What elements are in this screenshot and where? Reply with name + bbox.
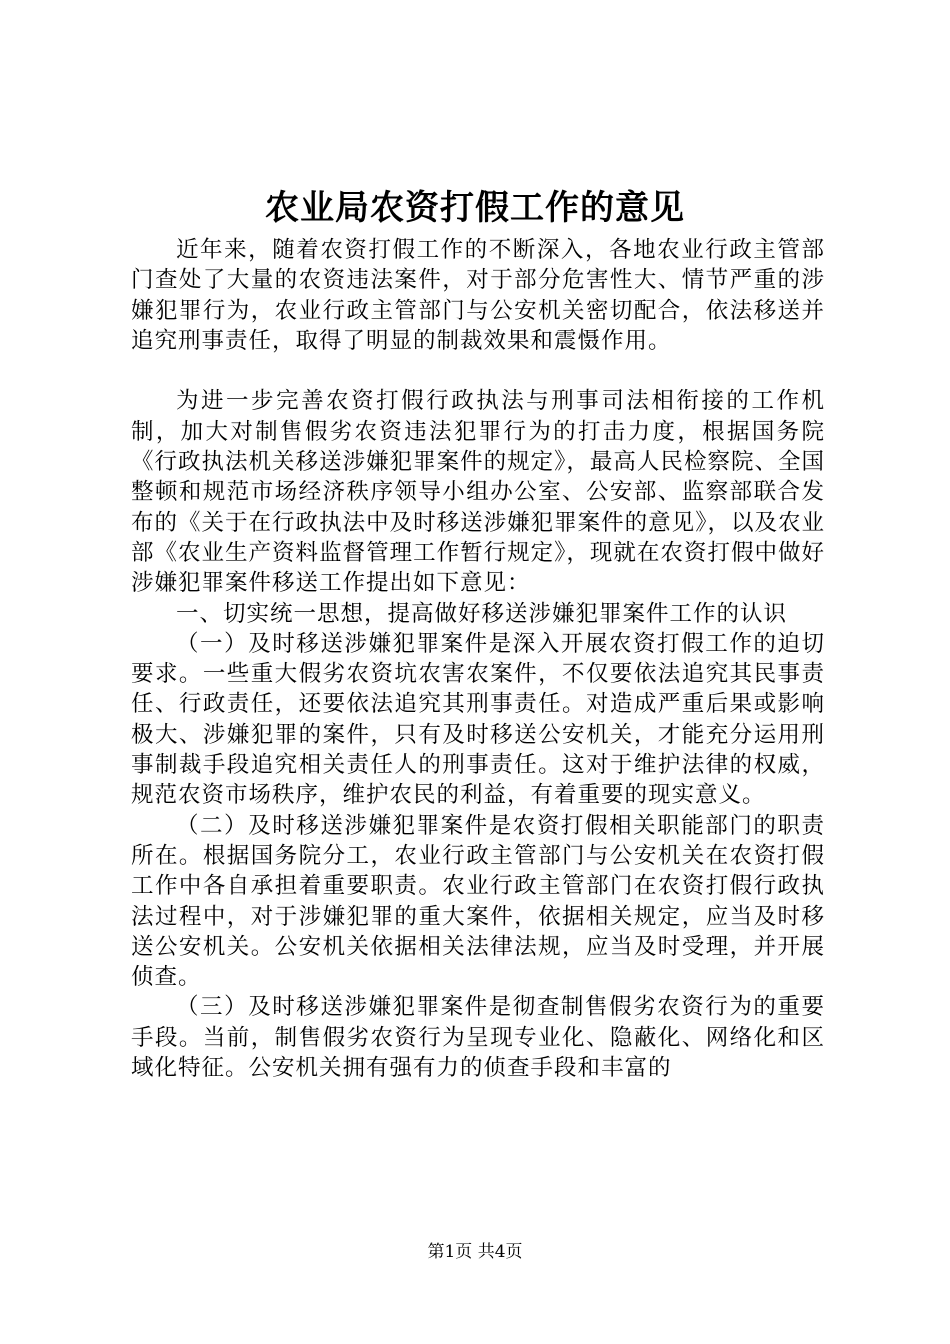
document-body	[131, 235, 825, 1083]
page-number-footer: 第1页 共4页	[427, 1242, 523, 1262]
paragraph-item-1: （一）及时移送涉嫌犯罪案件是深入开展农资打假工作的迫切要求。一些重大假劣农资坑农害农案件，不仅要依法追究其民事责任、行政责任，还要依法追究其刑事责任。对造成严重后果或影响极大、涉嫌犯罪的案件，只有及时移送公安机关，才能充分运用刑事制裁手段追究相关责任人的刑事责任。这对于维护法律的权威，规范农资市场秩序，维护农民的利益，有着重要的现实意义。	[131, 630, 825, 809]
paragraph-item-2: （二）及时移送涉嫌犯罪案件是农资打假相关职能部门的职责所在。根据国务院分工，农业行政主管部门与公安机关在农资打假工作中各自承担着重要职责。农业行政主管部门在农资打假行政执法过程中，对于涉嫌犯罪的重大案件，依据相关规定，应当及时移送公安机关。公安机关依据相关法律法规，应当及时受理，并开展侦查。	[131, 812, 825, 991]
paragraph-intro: 近年来，随着农资打假工作的不断深入，各地农业行政主管部门查处了大量的农资违法案件，对于部分危害性大、情节严重的涉嫌犯罪行为，农业行政主管部门与公安机关密切配合，依法移送并追究刑事责任，取得了明显的制裁效果和震慑作用。	[131, 237, 825, 354]
paragraph-item-3: （三）及时移送涉嫌犯罪案件是彻查制售假劣农资行为的重要手段。当前，制售假劣农资行为呈现专业化、隐蔽化、网络化和区域化特征。公安机关拥有强有力的侦查手段和丰富的	[131, 994, 825, 1082]
section-heading-1: 一、切实统一思想，提高做好移送涉嫌犯罪案件工作的认识	[176, 600, 788, 627]
document-title: 农业局农资打假工作的意见	[265, 188, 685, 228]
paragraph-purpose: 为进一步完善农资打假行政执法与刑事司法相衔接的工作机制，加大对制售假劣农资违法犯罪行为的打击力度，根据国务院《行政执法机关移送涉嫌犯罪案件的规定》，最高人民检察院、全国整顿和规范市场经济秩序领导小组办公室、公安部、监察部联合发布的《关于在行政执法中及时移送涉嫌犯罪案件的意见》，以及农业部《农业生产资料监督管理工作暂行规定》，现就在农资打假中做好涉嫌犯罪案件移送工作提出如下意见：	[131, 388, 825, 597]
